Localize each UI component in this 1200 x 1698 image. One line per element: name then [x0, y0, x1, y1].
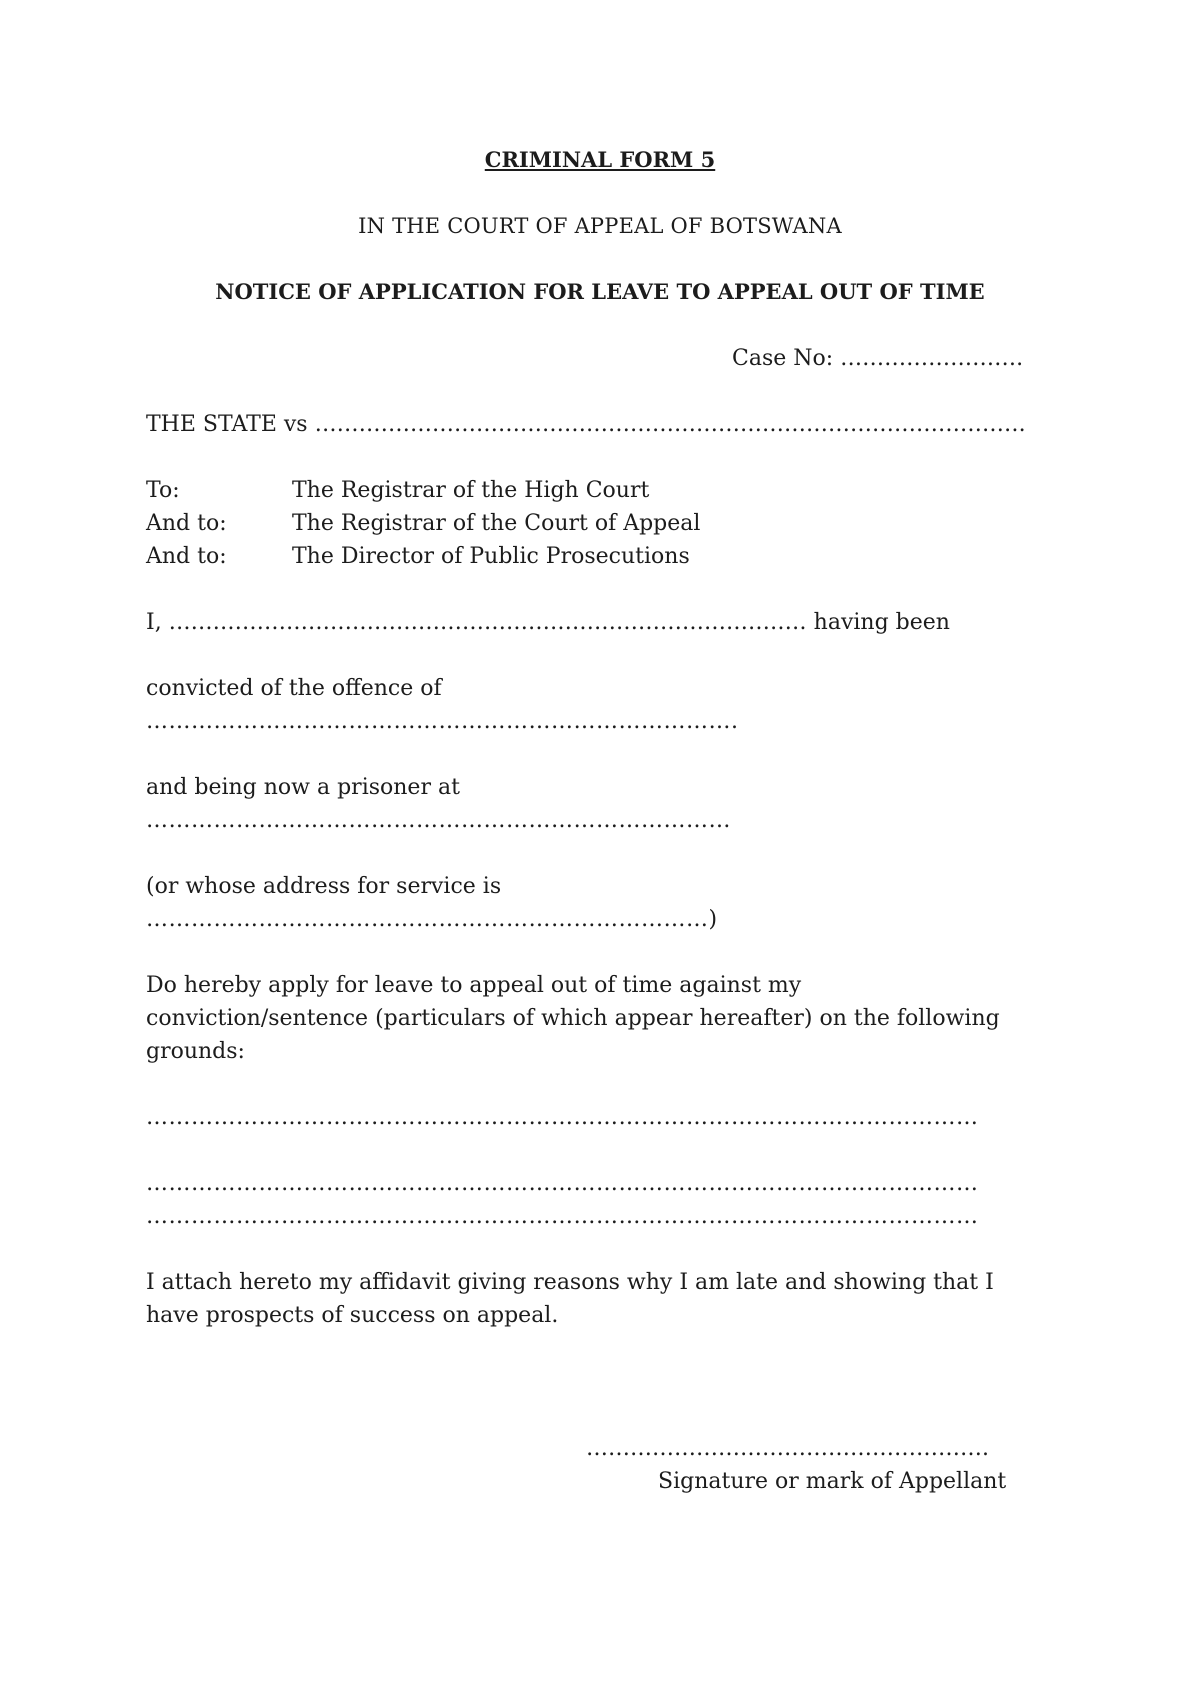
attach-text-line: I attach hereto my affidavit giving reasons why I am late and showing that I: [146, 1270, 994, 1295]
addressee-value: The Registrar of the Court of Appeal: [292, 511, 701, 536]
addressee-value: The Registrar of the High Court: [292, 478, 650, 503]
apply-text-line: Do hereby apply for leave to appeal out of time against my: [146, 973, 802, 998]
addressee-value: The Director of Public Prosecutions: [292, 544, 690, 569]
address-dots: …………………………………………………………………): [146, 907, 718, 932]
case-number-field: Case No: …………………….: [732, 346, 1024, 371]
form-heading: NOTICE OF APPLICATION FOR LEAVE TO APPEAL OUT OF TIME: [215, 279, 985, 304]
convicted-label: convicted of the offence of: [146, 676, 442, 701]
address-label: (or whose address for service is: [146, 874, 502, 899]
apply-text-line: conviction/sentence (particulars of which appear hereafter) on the following: [146, 1006, 1000, 1031]
prisoner-label: and being now a prisoner at: [146, 775, 460, 800]
grounds-dots: …………………………………………………………………………………………………: [146, 1204, 979, 1229]
attach-text-line: have prospects of success on appeal.: [146, 1303, 559, 1328]
addressee-label: To:: [146, 478, 180, 503]
state-vs-line: THE STATE vs …………………………………………………………………………………….: [146, 412, 1026, 437]
court-name: IN THE COURT OF APPEAL OF BOTSWANA: [358, 214, 842, 238]
applicant-name-line: I, …………………………………………………………………………… having been: [146, 610, 950, 635]
grounds-dots: …………………………………………………………………………………………………: [146, 1171, 979, 1196]
convicted-dots: …………………………………………………………………….: [146, 709, 739, 734]
apply-text-line: grounds:: [146, 1039, 245, 1064]
addressee-label: And to:: [146, 544, 227, 569]
grounds-dots: …………………………………………………………………………………………………: [146, 1105, 979, 1130]
prisoner-dots: ……………………………………………………………………: [146, 808, 731, 833]
addressee-label: And to:: [146, 511, 227, 536]
signature-dots: ……………………………………………….: [586, 1436, 989, 1461]
signature-label: Signature or mark of Appellant: [658, 1469, 1007, 1494]
form-title: CRIMINAL FORM 5: [484, 147, 716, 172]
